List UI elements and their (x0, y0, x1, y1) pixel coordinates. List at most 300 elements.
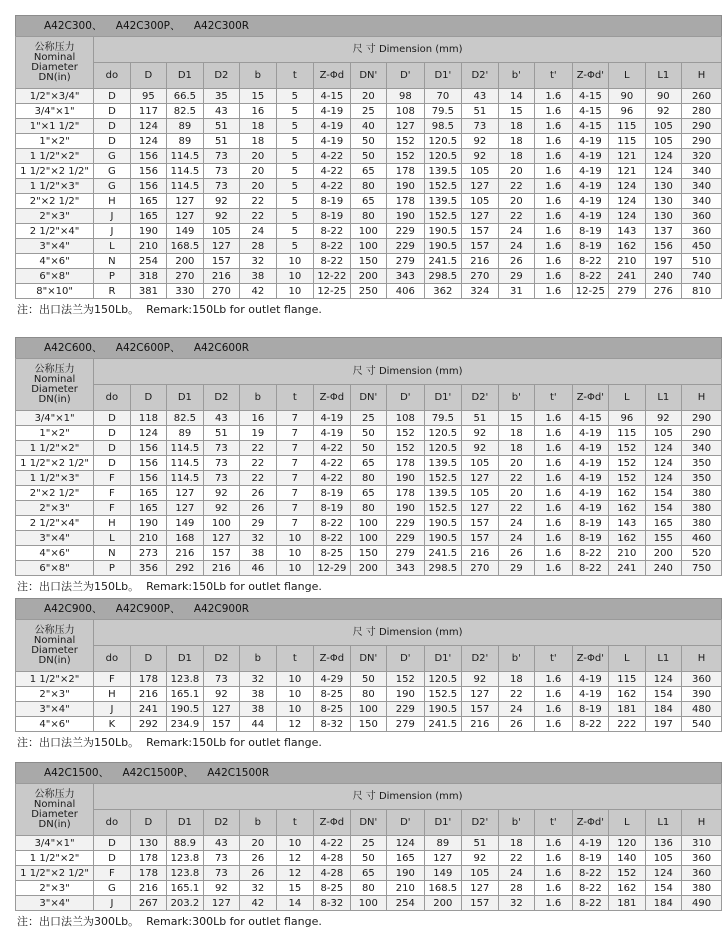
table-cell: 1.6 (535, 149, 573, 164)
table-cell: 1.6 (535, 224, 573, 239)
table-cell: 156 (130, 164, 166, 179)
table-cell: 12-25 (314, 284, 350, 299)
nominal-diameter-cell: 1 1/2"×2" (16, 441, 94, 456)
table-cell: 152 (387, 134, 425, 149)
table-cell: 18 (240, 134, 276, 149)
table-cell: G (94, 881, 130, 896)
table-cell: L (94, 239, 130, 254)
table-cell: J (94, 209, 130, 224)
table-cell: 114.5 (167, 149, 203, 164)
table-cell: 152 (609, 456, 645, 471)
table-row (16, 149, 722, 164)
table-cell: 100 (203, 516, 239, 531)
table-cell: 127 (167, 486, 203, 501)
column-header: L (609, 63, 645, 89)
table-cell: 1.6 (535, 531, 573, 546)
table-cell: 165 (130, 194, 166, 209)
nominal-diameter-cell: 2 1/2"×4" (16, 516, 94, 531)
table-cell: 4-15 (572, 411, 608, 426)
table-cell: 197 (645, 254, 681, 269)
table-cell: 1.6 (535, 717, 573, 732)
table-cell: 156 (130, 149, 166, 164)
table-cell: 105 (462, 194, 498, 209)
table-cell: 4-19 (572, 426, 608, 441)
table-cell: 124 (645, 441, 681, 456)
dimension-header: 尺 寸 Dimension (mm) (94, 620, 722, 646)
table-cell: 8-25 (314, 881, 350, 896)
table-cell: 92 (203, 501, 239, 516)
table-cell: 43 (462, 89, 498, 104)
table-cell: 267 (130, 896, 166, 911)
table-row (16, 836, 722, 851)
table-cell: 127 (462, 881, 498, 896)
table-cell: 152.5 (424, 501, 462, 516)
table-cell: 162 (609, 239, 645, 254)
table-cell: 127 (462, 687, 498, 702)
table-cell: 22 (498, 851, 534, 866)
table-cell: 80 (350, 179, 386, 194)
table-cell: 254 (130, 254, 166, 269)
table-cell: 124 (645, 672, 681, 687)
section-title: A42C1500、 A42C1500P、 A42C1500R (15, 762, 722, 783)
nominal-diameter-cell: 4"×6" (16, 254, 94, 269)
table-cell: 95 (130, 89, 166, 104)
table-cell: 4-22 (314, 164, 350, 179)
table-row (16, 866, 722, 881)
table-cell: 89 (167, 119, 203, 134)
table-cell: 124 (387, 836, 425, 851)
column-header: D1 (167, 385, 203, 411)
table-cell: 7 (276, 411, 314, 426)
table-cell: F (94, 672, 130, 687)
table-cell: D (94, 426, 130, 441)
table-cell: 18 (498, 672, 534, 687)
table-cell: 1.6 (535, 851, 573, 866)
table-cell: 92 (203, 881, 239, 896)
table-cell: 4-19 (572, 179, 608, 194)
nominal-diameter-cell: 2"×2 1/2" (16, 194, 94, 209)
table-cell: 115 (609, 426, 645, 441)
header-row (16, 784, 722, 810)
table-cell: 1.6 (535, 164, 573, 179)
nominal-diameter-cell: 3"×4" (16, 896, 94, 911)
table-cell: 154 (645, 501, 681, 516)
nominal-diameter-cell: 1"×1 1/2" (16, 119, 94, 134)
table-cell: 190.5 (424, 702, 462, 717)
spec-section (15, 598, 722, 754)
table-cell: 29 (498, 561, 534, 576)
remark-note: 注：出口法兰为150Lb。 Remark:150Lb for outlet flange. (17, 580, 322, 593)
table-cell: 216 (203, 269, 239, 284)
table-cell: 210 (609, 254, 645, 269)
table-cell: 14 (276, 896, 314, 911)
column-header: t (276, 810, 314, 836)
table-cell: 50 (350, 149, 386, 164)
table-cell: 20 (498, 164, 534, 179)
table-cell: 162 (609, 687, 645, 702)
table-cell: K (94, 717, 130, 732)
table-cell: 100 (350, 702, 386, 717)
table-cell: 12 (276, 851, 314, 866)
nominal-diameter-cell: 3"×4" (16, 702, 94, 717)
column-header: H (682, 385, 722, 411)
nominal-diameter-cell: 3"×4" (16, 239, 94, 254)
table-cell: 360 (682, 209, 722, 224)
table-cell: 8-22 (314, 254, 350, 269)
table-cell: 5 (276, 119, 314, 134)
table-cell: 298.5 (424, 269, 462, 284)
table-cell: 15 (498, 104, 534, 119)
table-cell: P (94, 269, 130, 284)
nominal-diameter-cell: 1 1/2"×2" (16, 851, 94, 866)
table-cell: 51 (462, 411, 498, 426)
column-header: D1 (167, 63, 203, 89)
table-row (16, 254, 722, 269)
column-header: t' (535, 646, 573, 672)
table-cell: J (94, 702, 130, 717)
table-cell: 165 (130, 501, 166, 516)
table-cell: 200 (424, 896, 462, 911)
table-cell: 157 (462, 702, 498, 717)
table-cell: 18 (498, 119, 534, 134)
table-cell: 156 (130, 471, 166, 486)
remark-note: 注：出口法兰为300Lb。 Remark:300Lb for outlet flange. (17, 915, 322, 928)
dimension-header: 尺 寸 Dimension (mm) (94, 37, 722, 63)
column-header-row (16, 385, 722, 411)
table-cell: 216 (130, 687, 166, 702)
table-row (16, 269, 722, 284)
table-cell: 360 (682, 851, 722, 866)
table-cell: 124 (645, 866, 681, 881)
nominal-pressure-label: 公称压力 (34, 624, 75, 636)
table-cell: 190 (387, 179, 425, 194)
column-header: D1 (167, 810, 203, 836)
table-cell: L (94, 531, 130, 546)
nominal-pressure-header (16, 359, 94, 411)
table-cell: 105 (462, 164, 498, 179)
table-cell: 360 (682, 866, 722, 881)
table-cell: 324 (462, 284, 498, 299)
table-cell: 190.5 (424, 516, 462, 531)
column-header: L (609, 646, 645, 672)
table-cell: 7 (276, 471, 314, 486)
table-cell: 149 (167, 224, 203, 239)
table-cell: 241.5 (424, 254, 462, 269)
table-cell: 121 (609, 164, 645, 179)
table-cell: 100 (350, 531, 386, 546)
table-cell: 29 (498, 269, 534, 284)
table-cell: 8-22 (572, 717, 608, 732)
nominal-diameter-cell: 3/4"×1" (16, 836, 94, 851)
table-row (16, 717, 722, 732)
table-cell: 150 (350, 546, 386, 561)
table-cell: H (94, 516, 130, 531)
table-cell: 229 (387, 224, 425, 239)
table-cell: 10 (276, 702, 314, 717)
table-cell: 28 (498, 881, 534, 896)
table-cell: 65 (350, 164, 386, 179)
table-cell: 178 (387, 486, 425, 501)
table-cell: 8-19 (314, 209, 350, 224)
column-header: t (276, 63, 314, 89)
table-cell: 4-19 (572, 149, 608, 164)
table-cell: 127 (167, 501, 203, 516)
table-cell: 241 (609, 269, 645, 284)
table-cell: 8-22 (572, 866, 608, 881)
table-cell: 152.5 (424, 179, 462, 194)
table-cell: 20 (350, 89, 386, 104)
table-cell: 240 (645, 561, 681, 576)
table-cell: 190 (387, 209, 425, 224)
table-cell: 89 (167, 134, 203, 149)
table-cell: 120 (609, 836, 645, 851)
table-cell: 168 (167, 531, 203, 546)
table-cell: 92 (462, 426, 498, 441)
table-cell: 168.5 (424, 881, 462, 896)
table-cell: 5 (276, 149, 314, 164)
table-cell: 80 (350, 209, 386, 224)
table-cell: 4-22 (314, 179, 350, 194)
table-row (16, 164, 722, 179)
section-title: A42C600、 A42C600P、 A42C600R (15, 337, 722, 358)
table-cell: F (94, 501, 130, 516)
table-cell: 254 (387, 896, 425, 911)
table-cell: G (94, 149, 130, 164)
nominal-pressure-label: 公称压力 (34, 363, 75, 375)
column-header: b (240, 63, 276, 89)
nominal-diameter-cell: 2"×3" (16, 209, 94, 224)
table-cell: 1.6 (535, 284, 573, 299)
table-cell: 28 (240, 239, 276, 254)
table-cell: D (94, 441, 130, 456)
nominal-pressure-label: DN(in) (38, 393, 71, 405)
table-cell: 40 (350, 119, 386, 134)
table-cell: 137 (645, 224, 681, 239)
table-cell: N (94, 546, 130, 561)
table-cell: 4-19 (314, 134, 350, 149)
table-cell: 19 (240, 426, 276, 441)
table-cell: 157 (462, 896, 498, 911)
table-cell: 1.6 (535, 516, 573, 531)
nominal-diameter-cell: 1 1/2"×2" (16, 672, 94, 687)
table-cell: 7 (276, 516, 314, 531)
table-cell: 157 (462, 224, 498, 239)
table-cell: 8-25 (314, 687, 350, 702)
column-header: b (240, 385, 276, 411)
table-cell: 4-19 (314, 411, 350, 426)
table-cell: 22 (498, 209, 534, 224)
table-cell: 4-15 (314, 89, 350, 104)
table-cell: 1.6 (535, 501, 573, 516)
table-cell: 8-19 (572, 851, 608, 866)
table-cell: 190.5 (424, 239, 462, 254)
table-cell: 190 (387, 687, 425, 702)
table-cell: 115 (609, 672, 645, 687)
table-cell: 18 (498, 426, 534, 441)
table-cell: 1.6 (535, 881, 573, 896)
table-cell: 152 (387, 149, 425, 164)
spec-table (15, 358, 722, 576)
table-cell: 450 (682, 239, 722, 254)
table-cell: 4-28 (314, 866, 350, 881)
table-cell: 14 (498, 89, 534, 104)
table-cell: 156 (130, 441, 166, 456)
table-cell: 340 (682, 164, 722, 179)
table-cell: 127 (203, 531, 239, 546)
table-cell: 92 (203, 687, 239, 702)
table-cell: 82.5 (167, 411, 203, 426)
table-cell: 51 (203, 134, 239, 149)
column-header: do (94, 63, 130, 89)
table-cell: 210 (130, 531, 166, 546)
column-header: D2' (462, 646, 498, 672)
table-cell: 5 (276, 164, 314, 179)
nominal-diameter-cell: 3/4"×1" (16, 104, 94, 119)
nominal-diameter-cell: 1 1/2"×3" (16, 179, 94, 194)
table-cell: 200 (645, 546, 681, 561)
column-header: DN' (350, 63, 386, 89)
table-cell: 203.2 (167, 896, 203, 911)
nominal-diameter-cell: 2 1/2"×4" (16, 224, 94, 239)
table-cell: 73 (203, 164, 239, 179)
table-cell: 162 (609, 531, 645, 546)
nominal-pressure-header (16, 37, 94, 89)
column-header: t (276, 385, 314, 411)
table-cell: 4-19 (572, 209, 608, 224)
table-cell: 8-19 (572, 702, 608, 717)
table-cell: 279 (387, 254, 425, 269)
table-cell: 105 (203, 224, 239, 239)
column-header: L (609, 810, 645, 836)
table-cell: 22 (498, 471, 534, 486)
table-cell: 100 (350, 224, 386, 239)
table-cell: 149 (167, 516, 203, 531)
table-cell: 92 (462, 672, 498, 687)
table-cell: 18 (498, 149, 534, 164)
table-cell: 121 (609, 149, 645, 164)
table-cell: 98.5 (424, 119, 462, 134)
nominal-diameter-cell: 3/4"×1" (16, 411, 94, 426)
table-cell: 190 (387, 501, 425, 516)
table-row (16, 134, 722, 149)
table-cell: 20 (240, 179, 276, 194)
table-row (16, 179, 722, 194)
column-header: D1 (167, 646, 203, 672)
table-cell: 20 (240, 836, 276, 851)
table-cell: 270 (167, 269, 203, 284)
table-cell: 20 (498, 456, 534, 471)
nominal-diameter-cell: 1 1/2"×2 1/2" (16, 866, 94, 881)
table-cell: 82.5 (167, 104, 203, 119)
table-cell: 65 (350, 456, 386, 471)
table-cell: 380 (682, 516, 722, 531)
column-header: b' (498, 385, 534, 411)
table-cell: 92 (645, 411, 681, 426)
table-cell: D (94, 134, 130, 149)
spec-table (15, 619, 722, 732)
table-cell: 5 (276, 89, 314, 104)
table-cell: 362 (424, 284, 462, 299)
nominal-diameter-cell: 1 1/2"×2" (16, 149, 94, 164)
table-cell: 318 (130, 269, 166, 284)
table-cell: 190.5 (424, 531, 462, 546)
column-header: Z-Φd (314, 810, 350, 836)
table-cell: 360 (682, 672, 722, 687)
nominal-diameter-cell: 1"×2" (16, 134, 94, 149)
header-row (16, 37, 722, 63)
table-cell: 154 (645, 486, 681, 501)
nominal-diameter-cell: 1"×2" (16, 426, 94, 441)
column-header: D2' (462, 63, 498, 89)
table-cell: 216 (167, 546, 203, 561)
table-cell: 229 (387, 516, 425, 531)
column-header: Z-Φd' (572, 810, 608, 836)
table-cell: 18 (498, 441, 534, 456)
table-cell: 165 (130, 486, 166, 501)
table-cell: 32 (498, 896, 534, 911)
table-cell: 120.5 (424, 441, 462, 456)
table-cell: 124 (130, 134, 166, 149)
table-cell: 4-19 (314, 426, 350, 441)
table-cell: 15 (276, 881, 314, 896)
table-row (16, 284, 722, 299)
table-cell: 152 (609, 471, 645, 486)
table-cell: 100 (350, 896, 386, 911)
table-cell: 29 (240, 516, 276, 531)
column-header: D (130, 63, 166, 89)
column-header: H (682, 810, 722, 836)
table-cell: 22 (240, 209, 276, 224)
table-cell: 22 (240, 194, 276, 209)
table-cell: 115 (609, 119, 645, 134)
table-row (16, 411, 722, 426)
table-cell: 22 (240, 441, 276, 456)
table-cell: 343 (387, 561, 425, 576)
table-cell: 127 (424, 851, 462, 866)
nominal-diameter-cell: 3"×4" (16, 531, 94, 546)
table-cell: 24 (498, 239, 534, 254)
table-cell: 1.6 (535, 426, 573, 441)
table-cell: 10 (276, 284, 314, 299)
table-cell: 51 (462, 104, 498, 119)
table-cell: 22 (498, 501, 534, 516)
column-header: D2' (462, 810, 498, 836)
table-cell: 1.6 (535, 254, 573, 269)
table-cell: 96 (609, 411, 645, 426)
table-cell: 105 (462, 456, 498, 471)
table-cell: 4-22 (314, 471, 350, 486)
nominal-pressure-label: DN(in) (38, 654, 71, 666)
table-cell: 7 (276, 456, 314, 471)
nominal-diameter-cell: 4"×6" (16, 717, 94, 732)
table-cell: 273 (130, 546, 166, 561)
table-cell: 15 (240, 89, 276, 104)
table-cell: 10 (276, 836, 314, 851)
table-cell: 88.9 (167, 836, 203, 851)
table-cell: 165 (130, 209, 166, 224)
table-cell: 222 (609, 717, 645, 732)
table-cell: 15 (498, 411, 534, 426)
table-cell: 270 (462, 561, 498, 576)
table-cell: 89 (424, 836, 462, 851)
table-cell: 5 (276, 209, 314, 224)
table-cell: 10 (276, 561, 314, 576)
column-header: DN' (350, 385, 386, 411)
table-cell: 65 (350, 486, 386, 501)
nominal-pressure-label: Nominal (33, 373, 76, 385)
table-cell: 8-22 (572, 881, 608, 896)
column-header-row (16, 646, 722, 672)
